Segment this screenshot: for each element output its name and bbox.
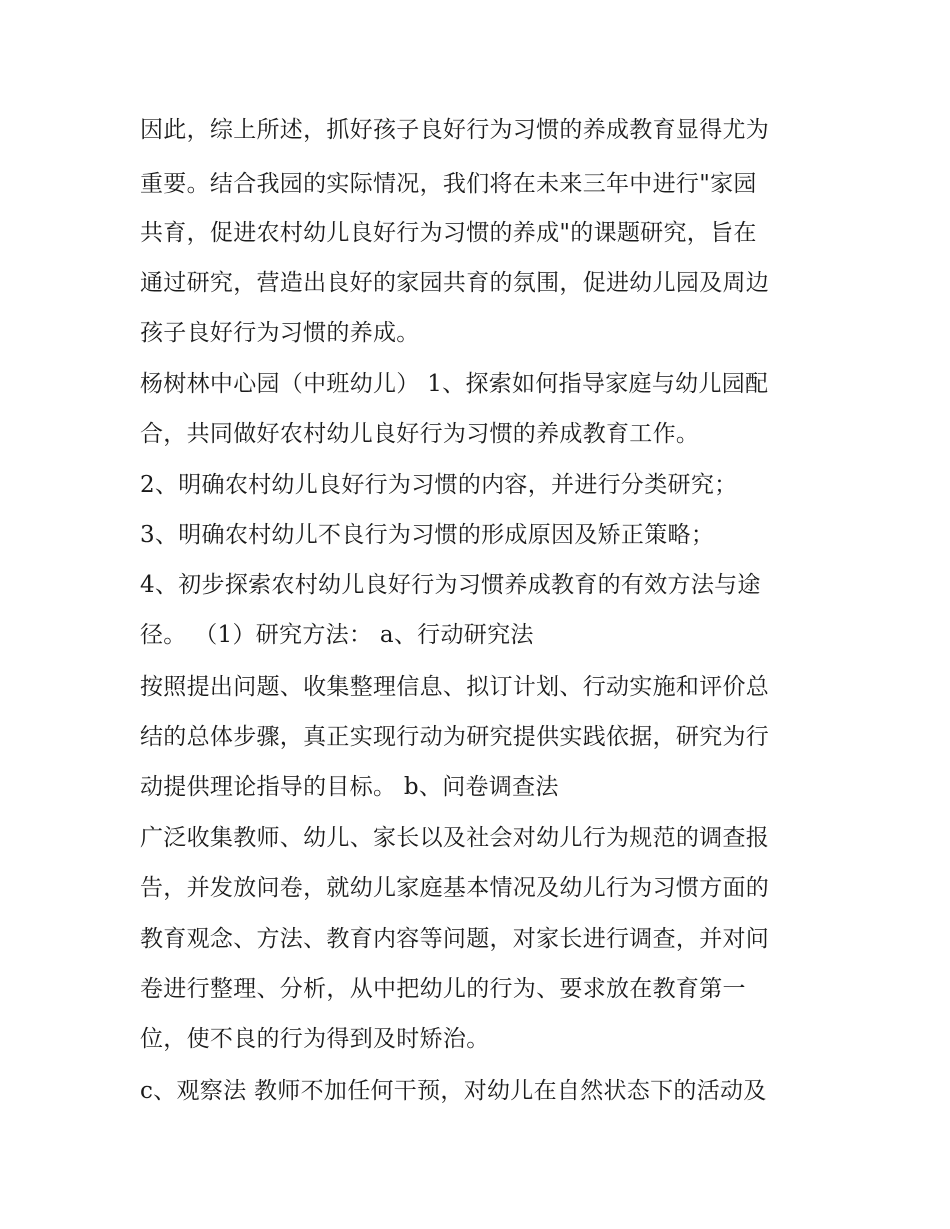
text-line: 重要。结合我园的实际情况，我们将在未来三年中进行"家园 <box>140 171 757 197</box>
text-line: 共育，促进农村幼儿良好行为习惯的养成"的课题研究，旨在 <box>140 220 757 246</box>
text-line: 径。 （1）研究方法： a、行动研究法 <box>140 622 534 648</box>
text-line: 孩子良好行为习惯的养成。 <box>140 320 420 346</box>
text-line: 卷进行整理、分析，从中把幼儿的行为、要求放在教育第一 <box>140 976 746 1002</box>
text-line: 因此，综上所述，抓好孩子良好行为习惯的养成教育显得尤为 <box>140 117 770 143</box>
text-line: 广泛收集教师、幼儿、家长以及社会对幼儿行为规范的调查报 <box>140 825 770 851</box>
text-line: 动提供理论指导的目标。 b、问卷调查法 <box>140 774 559 800</box>
text-line: c、观察法 教师不加任何干预，对幼儿在自然状态下的活动及 <box>140 1078 767 1104</box>
text-line: 教育观念、方法、教育内容等问题，对家长进行调查，并对问 <box>140 926 770 952</box>
text-line: 2、明确农村幼儿良好行为习惯的内容，并进行分类研究； <box>140 472 738 498</box>
text-line: 合，共同做好农村幼儿良好行为习惯的养成教育工作。 <box>140 421 700 447</box>
text-line: 告，并发放问卷，就幼儿家庭基本情况及幼儿行为习惯方面的 <box>140 875 770 901</box>
text-line: 3、明确农村幼儿不良行为习惯的形成原因及矫正策略； <box>140 522 715 548</box>
text-line: 4、初步探索农村幼儿良好行为习惯养成教育的有效方法与途 <box>140 572 761 598</box>
text-line: 按照提出问题、收集整理信息、拟订计划、行动实施和评价总 <box>140 674 770 700</box>
text-line: 通过研究，营造出良好的家园共育的氛围，促进幼儿园及周边 <box>140 270 770 296</box>
text-line: 结的总体步骤，真正实现行动为研究提供实践依据，研究为行 <box>140 724 770 750</box>
text-line: 杨树林中心园（中班幼儿） 1、探索如何指导家庭与幼儿园配 <box>140 371 769 397</box>
text-line: 位，使不良的行为得到及时矫治。 <box>140 1026 490 1052</box>
